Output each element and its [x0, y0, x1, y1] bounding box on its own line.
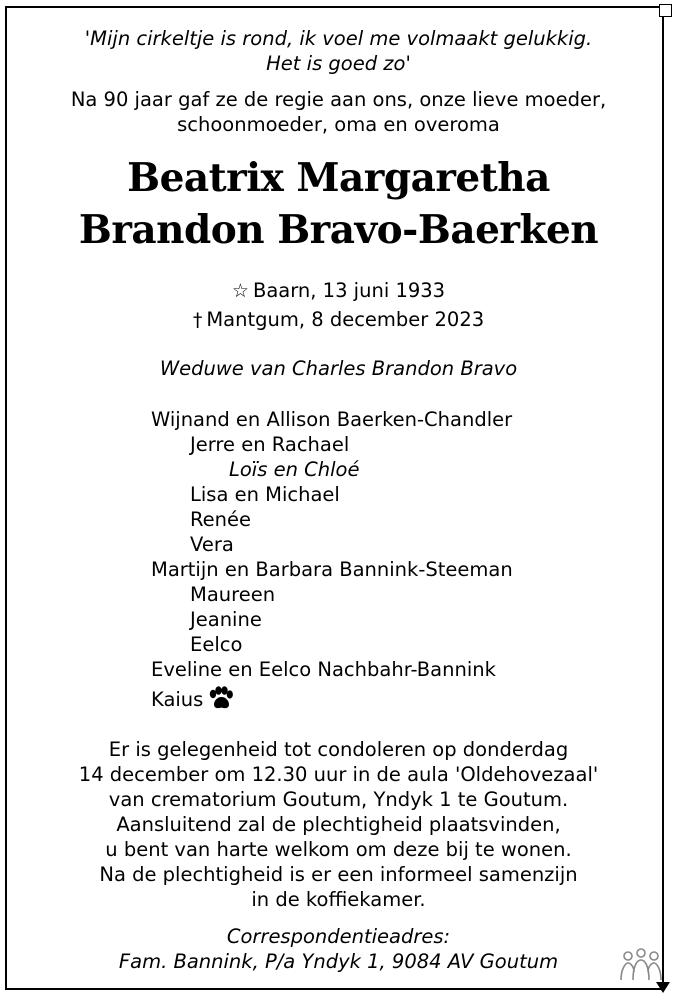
birth-text: Baarn, 13 juni 1933 [252, 279, 446, 302]
death-text: Mantgum, 8 december 2023 [206, 308, 485, 331]
corner-checkbox[interactable] [659, 4, 672, 17]
widow-of: Weduwe van Charles Brandon Bravo [159, 357, 518, 380]
people-group-icon[interactable] [617, 946, 665, 984]
dagger-cross-icon: † [192, 309, 203, 331]
condolence-line: Aansluitend zal de plechtigheid plaatsvinden, [116, 813, 561, 836]
condolence-line: u bent van harte welkom om deze bij te wonen. [105, 838, 572, 861]
family-member: Jerre en Rachael [190, 433, 350, 456]
star-outline-icon: ☆ [231, 280, 249, 302]
pet-name: Kaius [151, 688, 204, 711]
condolence-line: in de koffiekamer. [251, 888, 426, 911]
family-member: Martijn en Barbara Bannink-Steeman [151, 558, 513, 581]
paw-print-icon [208, 686, 234, 710]
condolence-line: 14 december om 12.30 uur in de aula 'Oldehovezaal' [78, 763, 599, 786]
birth-line [0, 278, 677, 304]
family-member-pet [151, 686, 234, 712]
family-member: Loïs en Chloé [229, 458, 360, 481]
dropdown-arrow-icon[interactable] [656, 982, 670, 993]
family-member: Eveline en Eelco Nachbahr-Bannink [151, 658, 496, 681]
deceased-name-line-1: Beatrix Margaretha [127, 155, 550, 201]
family-member: Wijnand en Allison Baerken-Chandler [151, 408, 513, 431]
intro-line-2: schoonmoeder, oma en overoma [177, 113, 500, 136]
condolence-line: Er is gelegenheid tot condoleren op donderdag [108, 738, 569, 761]
family-member: Renée [190, 508, 252, 531]
correspondence-address: Fam. Bannink, P/a Yndyk 1, 9084 AV Goutum [118, 950, 559, 973]
family-member: Vera [190, 533, 234, 556]
deceased-name-line-2: Brandon Bravo-Baerken [78, 207, 599, 253]
family-member: Eelco [190, 633, 243, 656]
intro-line-1: Na 90 jaar gaf ze de regie aan ons, onze lieve moeder, [70, 88, 607, 111]
death-line [0, 307, 677, 333]
condolence-line: Na de plechtigheid is er een informeel samenzijn [99, 863, 578, 886]
quote-line-2: Het is goed zo' [266, 52, 411, 75]
correspondence-label: Correspondentieadres: [226, 925, 451, 948]
quote-line-1: 'Mijn cirkeltje is rond, ik voel me volmaakt gelukkig. [84, 27, 593, 50]
condolence-line: van crematorium Goutum, Yndyk 1 te Goutum. [108, 788, 569, 811]
family-member: Lisa en Michael [190, 483, 340, 506]
family-member: Maureen [190, 583, 276, 606]
family-member: Jeanine [190, 608, 262, 631]
